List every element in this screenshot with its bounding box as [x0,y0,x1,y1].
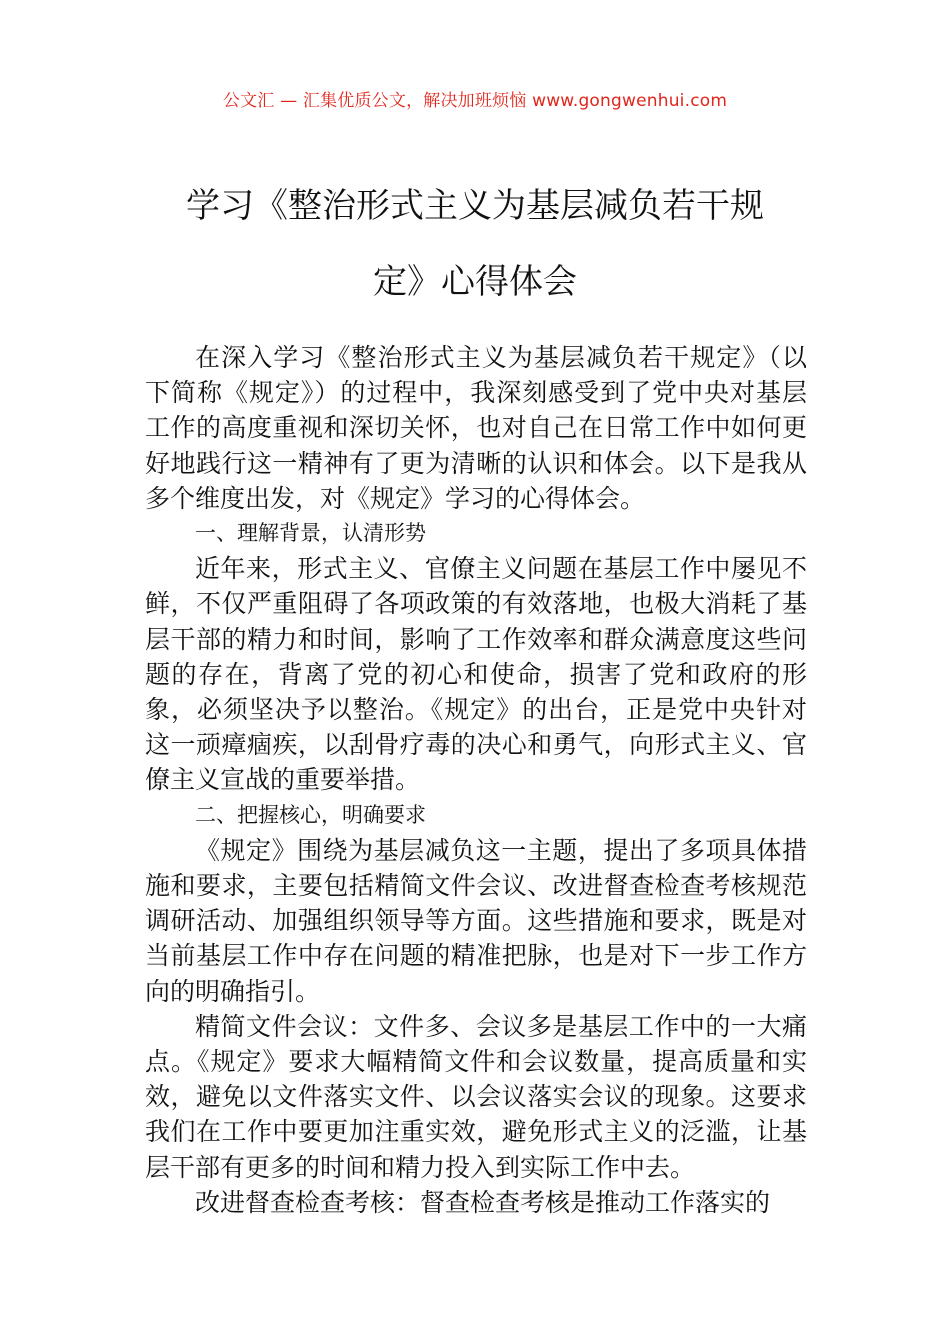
document-title [150,168,800,320]
section-heading-2: 二、把握核心，明确要求 [195,802,426,827]
section-3-paragraph: 精简文件会议：文件多、会议多是基层工作中的一大痛点。《规定》要求大幅精简文件和会议数量，提高质量和实效，避免以文件落实文件、以会议落实会议的现象。这要求我们在工作中要更加注重实效，避免形式主义的泛滥，让基层干部有更多的时间和精力投入到实际工作中去。 [145,1011,807,1182]
title-line-2: 定》心得体会 [373,262,577,302]
section-1-paragraph: 近年来，形式主义、官僚主义问题在基层工作中屡见不鲜，不仅严重阻碍了各项政策的有效落地，也极大消耗了基层干部的精力和时间，影响了工作效率和群众满意度这些问题的存在，背离了党的初心和使命，损害了党和政府的形象，必须坚决予以整治。《规定》的出台，正是党中央针对这一顽瘴痼疾，以刮骨疗毒的决心和勇气，向形式主义、官僚主义宣战的重要举措。 [145,554,807,795]
intro-paragraph: 在深入学习《整治形式主义为基层减负若干规定》（以下简称《规定》）的过程中，我深刻感受到了党中央对基层工作的高度重视和深切关怀，也对自己在日常工作中如何更好地践行这一精神有了更为清晰的认识和体会。以下是我从多个维度出发，对《规定》学习的心得体会。 [145,343,807,513]
section-heading-1: 一、理解背景，认清形势 [195,521,426,546]
document-body [145,340,807,1220]
title-line-1: 学习《整治形式主义为基层减负若干规 [186,186,764,226]
header-banner: 公文汇 — 汇集优质公文，解决加班烦恼 www.gongwenhui.com [222,91,728,111]
section-4-paragraph: 改进督查检查考核：督查检查考核是推动工作落实的 [195,1187,771,1217]
section-2-paragraph: 《规定》围绕为基层减负这一主题，提出了多项具体措施和要求，主要包括精简文件会议、改进督查检查考核规范调研活动、加强组织领导等方面。这些措施和要求，既是对当前基层工作中存在问题的精准把脉，也是对下一步工作方向的明确指引。 [145,835,807,1006]
